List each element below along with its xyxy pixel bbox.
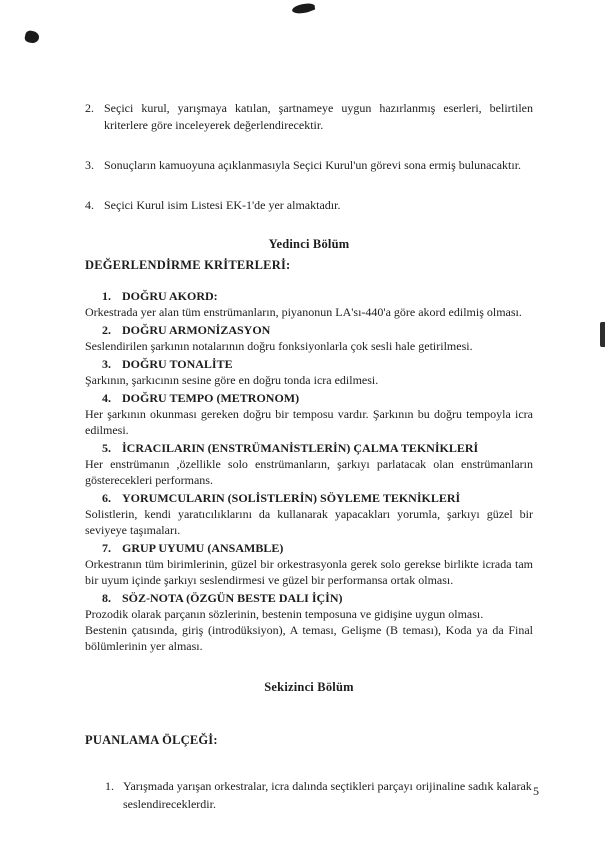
criterion-number: 2. — [102, 323, 111, 337]
criterion-number: 4. — [102, 391, 111, 405]
criterion-item — [85, 288, 533, 320]
criterion-title — [85, 540, 533, 556]
list-item — [85, 100, 533, 134]
criterion-title-text: DOĞRU AKORD: — [122, 289, 218, 303]
criterion-body: Her enstrümanın ,özellikle solo enstrümanların, şarkıyı parlatacak olan enstrümanların gösterecekleri performans. — [85, 457, 533, 487]
criterion-number: 6. — [102, 491, 111, 505]
criterion-item — [85, 490, 533, 538]
criterion-title-text: DOĞRU TONALİTE — [122, 357, 233, 371]
list-item-number: 4. — [85, 198, 94, 212]
heading-degerlendirme-kriterleri: DEĞERLENDİRME KRİTERLERİ: — [85, 258, 291, 272]
criterion-item — [85, 440, 533, 488]
criterion-item — [85, 356, 533, 388]
page-number: 5 — [533, 784, 539, 798]
criterion-title — [85, 490, 533, 506]
list-item-number: 2. — [85, 101, 94, 115]
list-item — [85, 157, 533, 174]
criterion-number: 3. — [102, 357, 111, 371]
criterion-item — [85, 540, 533, 588]
scan-artifact-ink-mark-left — [24, 30, 40, 45]
criterion-title-text: SÖZ-NOTA (ÖZGÜN BESTE DALI İÇİN) — [122, 591, 343, 605]
heading-yedinci-bolum: Yedinci Bölüm — [268, 237, 350, 251]
criterion-title-text: İCRACILARIN (ENSTRÜMANİSTLERİN) ÇALMA TEKNİKLERİ — [122, 441, 479, 455]
criterion-title — [85, 390, 533, 406]
criterion-title-text: YORUMCULARIN (SOLİSTLERİN) SÖYLEME TEKNİKLERİ — [122, 491, 461, 505]
criterion-title-text: DOĞRU TEMPO (METRONOM) — [122, 391, 300, 405]
criterion-title — [85, 356, 533, 372]
list-item — [85, 197, 533, 214]
criterion-body: Orkestranın tüm birimlerinin, güzel bir orkestrasyonla gerek solo gerekse birlikte icrada tam bir uyum içinde şarkıyı seslendirmesi ve güzel bir performansa ortak olması. — [85, 557, 533, 587]
criterion-body: Şarkının, şarkıcının sesine göre en doğru tonda icra edilmesi. — [85, 373, 379, 387]
list-item-number: 3. — [85, 158, 94, 172]
criterion-body-continued: Bestenin çatısında, giriş (introdüksiyon), A teması, Gelişme (B teması), Koda ya da Final bölümlerinin yer alması. — [85, 623, 533, 653]
document-content — [85, 0, 533, 813]
heading-sekizinci-bolum: Sekizinci Bölüm — [264, 680, 354, 694]
list-item — [105, 777, 533, 813]
criterion-body: Her şarkının okunması gereken doğru bir temposu vardır. Şarkının bu doğru tempoyla icra edilmesi. — [85, 407, 533, 437]
criterion-title-text: DOĞRU ARMONİZASYON — [122, 323, 271, 337]
criterion-title-text: GRUP UYUMU (ANSAMBLE) — [122, 541, 284, 555]
criteria-list — [85, 288, 533, 654]
list-item-number: 1. — [105, 779, 114, 793]
heading-puanlama-olcegi: PUANLAMA ÖLÇEĞİ: — [85, 733, 218, 747]
criterion-title — [85, 288, 533, 304]
criterion-number: 1. — [102, 289, 111, 303]
criterion-body: Orkestrada yer alan tüm enstrümanların, piyanonun LA'sı-440'a göre akord edilmiş olması. — [85, 305, 522, 319]
criterion-title — [85, 322, 533, 338]
criterion-title — [85, 440, 533, 456]
criterion-number: 5. — [102, 441, 111, 455]
criterion-body: Seslendirilen şarkının notalarının doğru fonksiyonlarla çok sesli hale getirilmesi. — [85, 339, 473, 353]
criterion-item — [85, 322, 533, 354]
criterion-body: Prozodik olarak parçanın sözlerinin, bestenin temposuna ve gidişine uygun olması. — [85, 607, 484, 621]
criterion-item — [85, 390, 533, 438]
scan-artifact-edge-mark — [600, 322, 605, 347]
list-item-text: Yarışmada yarışan orkestralar, icra dalında seçtikleri parçayı orijinaline sadık kalarak seslendireceklerdir. — [123, 779, 532, 811]
criterion-item — [85, 590, 533, 654]
list-item-text: Sonuçların kamuoyuna açıklanmasıyla Seçici Kurul'un görevi sona ermiş bulunacaktır. — [104, 158, 522, 172]
list-item-text: Seçici Kurul isim Listesi EK-1'de yer almaktadır. — [104, 198, 341, 212]
list-item-text: Seçici kurul, yarışmaya katılan, şartnameye uygun hazırlanmış eserleri, belirtilen kriterlere göre inceleyerek değerlendirecektir. — [104, 101, 533, 132]
criterion-title — [85, 590, 533, 606]
criterion-number: 8. — [102, 591, 111, 605]
criterion-number: 7. — [102, 541, 111, 555]
criterion-body: Solistlerin, kendi yaratıcılıklarını da kullanarak yapacakları yorumla, şarkıyı güzel bir seviyeye taşımaları. — [85, 507, 533, 537]
numbered-list-puanlama — [85, 777, 533, 813]
numbered-list-intro — [85, 100, 533, 214]
